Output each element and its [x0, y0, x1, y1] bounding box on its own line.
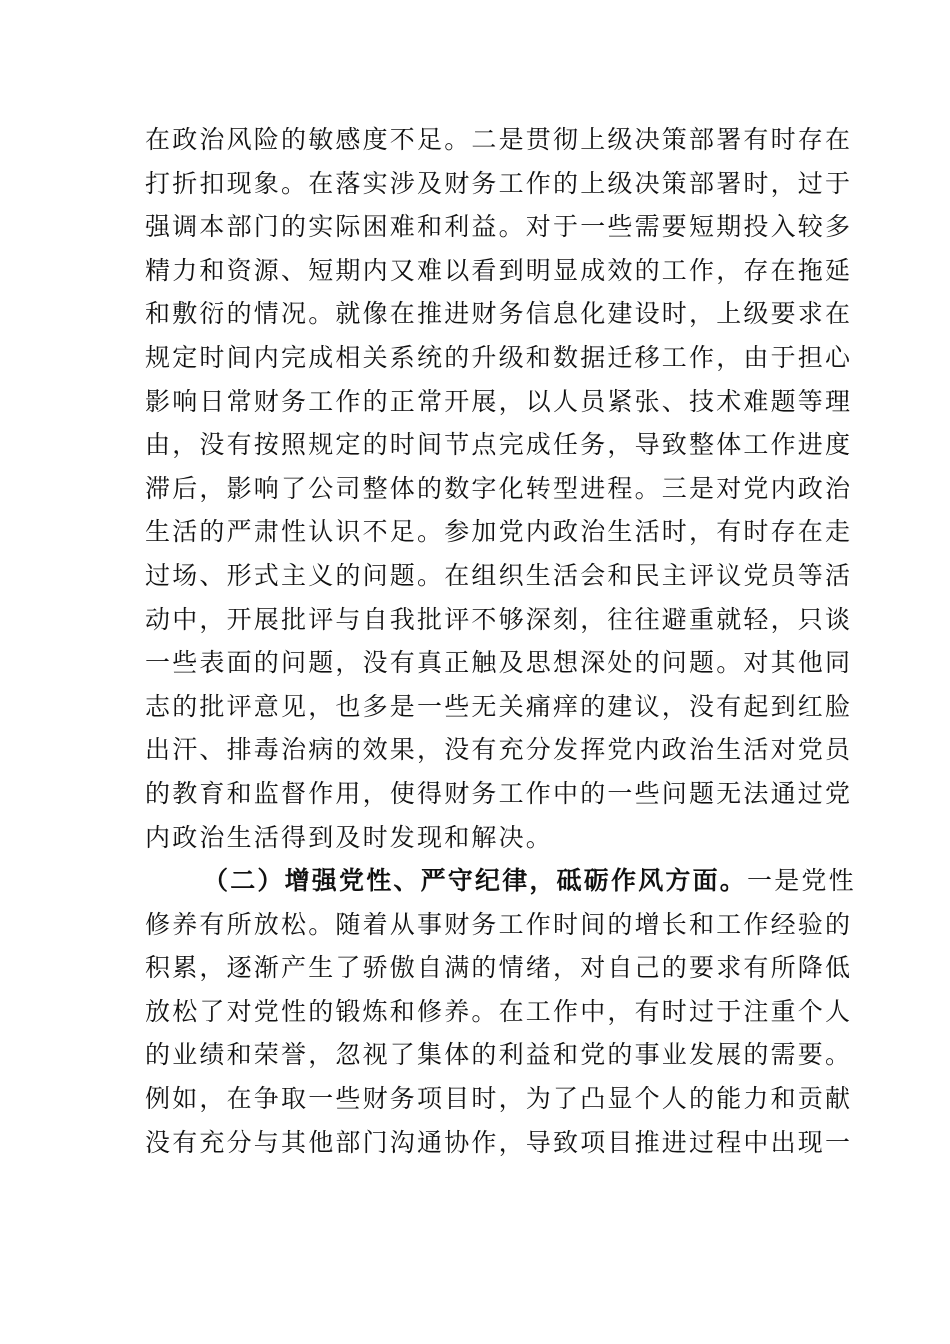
- text-line: 的教育和监督作用，使得财务工作中的一些问题无法通过党: [145, 778, 853, 808]
- text-line: 由，没有按照规定的时间节点完成任务，导致整体工作进度: [145, 430, 853, 460]
- text-line: 出汗、排毒治病的效果，没有充分发挥党内政治生活对党员: [145, 735, 853, 765]
- text-line: 一些表面的问题，没有真正触及思想深处的问题。对其他同: [145, 648, 853, 678]
- text-line: 在政治风险的敏感度不足。二是贯彻上级决策部署有时存在: [145, 125, 853, 154]
- text-line: 内政治生活得到及时发现和解决。: [145, 822, 554, 852]
- section-heading-line: [145, 859, 856, 903]
- text-line: 修养有所放松。随着从事财务工作时间的增长和工作经验的: [145, 909, 853, 939]
- text-line: 积累，逐渐产生了骄傲自满的情绪，对自己的要求有所降低: [145, 953, 853, 983]
- text-line: 例如，在争取一些财务项目时，为了凸显个人的能力和贡献: [145, 1084, 853, 1114]
- text-line: 精力和资源、短期内又难以看到明显成效的工作，存在拖延: [145, 255, 853, 285]
- text-line: 动中，开展批评与自我批评不够深刻，往往避重就轻，只谈: [145, 604, 853, 634]
- text-line: 强调本部门的实际困难和利益。对于一些需要短期投入较多: [145, 212, 853, 242]
- text-line: 放松了对党性的锻炼和修养。在工作中，有时过于注重个人: [145, 996, 853, 1026]
- text-line: 的业绩和荣誉，忽视了集体的利益和党的事业发展的需要。: [145, 1040, 853, 1070]
- text-line: 没有充分与其他部门沟通协作，导致项目推进过程中出现一: [145, 1127, 853, 1157]
- text-line: 志的批评意见，也多是一些无关痛痒的建议，没有起到红脸: [145, 691, 853, 721]
- text-line: 和敷衍的情况。就像在推进财务信息化建设时，上级要求在: [145, 299, 853, 329]
- text-line: 规定时间内完成相关系统的升级和数据迁移工作，由于担心: [145, 342, 853, 372]
- section-heading-continuation: 一是党性: [747, 866, 856, 896]
- text-line: 打折扣现象。在落实涉及财务工作的上级决策部署时，过于: [145, 168, 853, 198]
- text-line: 影响日常财务工作的正常开展，以人员紧张、技术难题等理: [145, 386, 853, 416]
- text-line: 生活的严肃性认识不足。参加党内政治生活时，有时存在走: [145, 517, 853, 547]
- section-heading: （二）增强党性、严守纪律，砥砺作风方面。: [203, 866, 748, 896]
- text-line: 过场、形式主义的问题。在组织生活会和民主评议党员等活: [145, 560, 853, 590]
- document-body: [145, 118, 856, 1164]
- text-line: 滞后，影响了公司整体的数字化转型进程。三是对党内政治: [145, 473, 853, 503]
